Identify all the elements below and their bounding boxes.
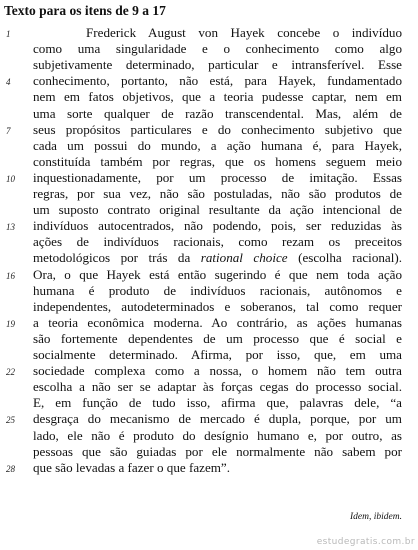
- line-text-content: E, em função de tudo isso, afirma que, palavras dele, “a: [33, 395, 402, 411]
- passage-line: [0, 315, 418, 331]
- line-number: 19: [6, 318, 15, 329]
- line-number: 4: [6, 77, 11, 88]
- line-number: 10: [6, 173, 15, 184]
- passage-line: [0, 73, 418, 89]
- passage-line: [0, 283, 418, 299]
- line-text: [33, 154, 402, 170]
- line-text: [33, 41, 402, 57]
- line-text: [33, 267, 402, 283]
- line-text-content: uma sorte qualquer de razão transcendental. Mas, além de: [33, 105, 402, 121]
- passage-line: [0, 186, 418, 202]
- line-number: 1: [6, 29, 11, 39]
- line-text: [33, 57, 402, 73]
- line-text-content: como uma singularidade e o conhecimento como algo: [33, 41, 402, 57]
- passage-line: [0, 154, 418, 170]
- line-number: 13: [6, 222, 15, 233]
- line-text: [86, 25, 402, 41]
- line-text: [33, 283, 402, 299]
- passage-line: [0, 395, 418, 411]
- line-text-content: a teoria econômica moderna. Ao contrário, as ações humanas: [33, 314, 402, 330]
- line-text: [33, 331, 402, 347]
- passage-line: [0, 363, 418, 379]
- line-text-content: que são levadas a fazer o que fazem”.: [33, 459, 231, 475]
- passage-line: [0, 234, 418, 250]
- line-text-content: pessoas que são guiadas por ele normalmente não sabem por: [33, 443, 402, 459]
- line-text-content: lado, ele não é produto do desígnio humano e, por outro, as: [33, 427, 402, 443]
- passage-line: [0, 444, 418, 460]
- passage-line: [0, 25, 418, 41]
- line-text: [33, 347, 402, 363]
- passage-line: [0, 250, 418, 266]
- passage-heading: Texto para os itens de 9 a 17: [4, 3, 166, 18]
- line-text-content: subjetivamente determinado, particular e intransferível. Esse: [33, 57, 402, 73]
- passage-line: [0, 106, 418, 122]
- line-number: 25: [6, 415, 15, 426]
- line-text-content: socialmente determinado. Afirma, por isso, que, em uma: [33, 347, 402, 362]
- passage-line: [0, 170, 418, 186]
- line-text: [33, 73, 402, 89]
- passage-line: [0, 267, 418, 283]
- line-text: [33, 89, 402, 105]
- line-text-content: indivíduos autocentrados, não podendo, pois, ser reduzidas às: [33, 218, 402, 234]
- line-text: [33, 315, 402, 331]
- line-text: [33, 106, 402, 122]
- passage-line: [0, 347, 418, 363]
- line-text-content: metodológicos por trás da: [33, 250, 191, 266]
- line-text-content: nem em fatos objetivos, que a teoria pudesse captar, nem em: [33, 89, 402, 105]
- passage-line: [0, 331, 418, 347]
- passage-line: [0, 122, 418, 138]
- line-text-content: conhecimento, portanto, não está, para Hayek, fundamentado: [33, 73, 402, 89]
- italic-term: rational choice: [200, 250, 288, 266]
- line-text-content: humana é produto de indivíduos racionais, autônomos e: [33, 282, 402, 298]
- line-text: [33, 122, 402, 138]
- line-text: [33, 250, 402, 266]
- line-text: [33, 428, 402, 444]
- passage-line: [0, 138, 418, 154]
- line-text: [33, 444, 402, 460]
- line-text: [33, 218, 402, 234]
- line-text-content: constituída também por regras, que os homens seguem meio: [33, 153, 402, 169]
- line-text: [33, 299, 402, 315]
- line-text-continuation: (escolha racional).: [298, 250, 402, 266]
- line-number: 16: [6, 270, 15, 281]
- passage-line: [0, 41, 418, 57]
- line-text-content: Frederick August von Hayek concebe o indivíduo: [86, 25, 402, 40]
- line-text-content: ações de indivíduos racionais, como rezam os preceitos: [33, 234, 402, 250]
- passage-line: [0, 57, 418, 73]
- line-text: [33, 379, 402, 395]
- passage-line: [0, 379, 418, 395]
- line-text: [33, 202, 402, 218]
- line-text-content: desgraça do mecanismo de mercado é dupla, porque, por um: [33, 411, 402, 427]
- line-text: [33, 138, 402, 154]
- line-text-content: Ora, o que Hayek está então sugerindo é que nem toda ação: [33, 266, 402, 282]
- line-text-content: seus propósitos particulares e do conhecimento subjetivo que: [33, 121, 402, 137]
- line-text: [33, 411, 402, 427]
- passage-line: [0, 202, 418, 218]
- line-number: 22: [6, 367, 15, 378]
- line-text: [33, 234, 402, 250]
- line-text-content: regras, por sua vez, não são postuladas, não são produtos de: [33, 186, 402, 201]
- line-text-content: independentes, autodeterminados e soberanos, tal como requer: [33, 298, 402, 314]
- line-text-content: sociedade complexa como a nossa, o homem não tem outra: [33, 363, 402, 379]
- line-text-content: inquestionadamente, por um processo de imitação. Essas: [33, 169, 402, 185]
- line-number: 28: [6, 463, 15, 474]
- line-text: [33, 363, 402, 379]
- line-text-content: escolha a não ser se adaptar às forças cegas do processo social.: [33, 379, 402, 395]
- line-text-content: cada um possui do mundo, a ação humana é, para Hayek,: [33, 137, 402, 153]
- line-text-content: são fortemente dependentes de um processo que é social e: [33, 330, 402, 346]
- passage-line: [0, 428, 418, 444]
- passage-line: [0, 411, 418, 427]
- line-text: [33, 460, 402, 476]
- line-text: [33, 186, 402, 202]
- passage-line: [0, 460, 418, 476]
- site-watermark: estudegratis.com.br: [316, 537, 415, 547]
- passage-line: [0, 299, 418, 315]
- line-number: 7: [6, 125, 11, 136]
- line-text-content: um suposto contrato original resultante da ação intencional de: [33, 202, 402, 218]
- line-text: [33, 395, 402, 411]
- source-citation: Idem, ibidem.: [350, 512, 402, 522]
- line-text: [33, 170, 402, 186]
- passage-line: [0, 218, 418, 234]
- passage-line: [0, 89, 418, 105]
